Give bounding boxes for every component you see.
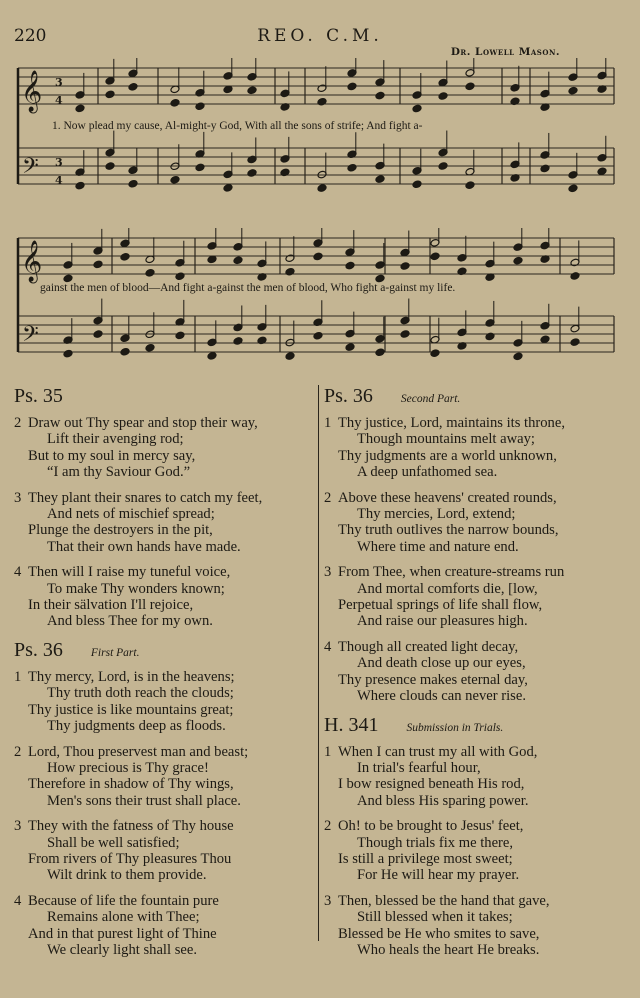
verse xyxy=(324,893,629,959)
verse-line xyxy=(324,909,629,925)
verse-text: Therefore in shadow of Thy wings, xyxy=(28,776,234,793)
note-head xyxy=(375,175,385,184)
verse xyxy=(324,564,629,630)
verse-text: But to my soul in mercy say, xyxy=(28,447,196,464)
verse-text: And death close up our eyes, xyxy=(357,655,526,672)
hymn-section xyxy=(324,385,629,705)
verse xyxy=(324,818,629,884)
verse-text: And bless His sparing power. xyxy=(357,792,529,809)
note-head xyxy=(170,176,180,185)
verse-text: From rivers of Thy pleasures Thou xyxy=(28,850,232,867)
hymn-title: Ps. 35 xyxy=(14,385,63,407)
verse-text: And mortal comforts die, [low, xyxy=(357,580,538,597)
verse-line xyxy=(324,522,629,538)
note-head xyxy=(347,163,357,172)
verse-line xyxy=(324,464,629,480)
note-head xyxy=(430,349,440,358)
hymn-section xyxy=(14,385,319,630)
verse-text: Thy justice is like mountains great; xyxy=(28,701,234,718)
note-head xyxy=(540,335,550,344)
verse-line xyxy=(14,835,319,851)
verse-text: Then, blessed be the hand that gave, xyxy=(338,892,550,909)
verse-number: 2 xyxy=(324,489,332,506)
verse-text: Thy mercies, Lord, extend; xyxy=(357,506,516,523)
note-head xyxy=(170,99,180,108)
note-head xyxy=(207,352,217,361)
note-head xyxy=(438,162,448,171)
note-head xyxy=(233,337,243,346)
verse-line xyxy=(14,539,319,555)
right-column xyxy=(324,385,629,967)
verse-line xyxy=(14,942,319,958)
note-head xyxy=(345,261,355,270)
note-head xyxy=(597,167,607,176)
verse-number: 4 xyxy=(324,638,332,655)
verse-line xyxy=(14,851,319,867)
note-head xyxy=(128,83,138,92)
verse xyxy=(324,639,629,705)
verse-line xyxy=(324,776,629,792)
composer-credit: Dr. Lowell Mason. xyxy=(450,46,560,58)
verse-line xyxy=(14,415,319,431)
verse-line xyxy=(324,490,629,506)
verse-number: 2 xyxy=(14,743,22,760)
hymn-part: Submission in Trials. xyxy=(406,721,504,734)
note-head xyxy=(400,262,410,271)
verse-line xyxy=(14,581,319,597)
note-head xyxy=(195,102,205,111)
verse-line xyxy=(324,942,629,958)
verse-line xyxy=(14,490,319,506)
hymn-heading xyxy=(324,714,629,744)
note-head xyxy=(568,86,578,95)
page-header xyxy=(0,26,640,58)
verse-text: Remains alone with Thee; xyxy=(47,909,200,926)
verse-text: To make Thy wonders known; xyxy=(47,580,225,597)
verse-text: We clearly light shall see. xyxy=(47,941,197,958)
hymn-section xyxy=(324,714,629,959)
verse-line xyxy=(324,926,629,942)
verse-number: 2 xyxy=(14,415,22,431)
verse-line xyxy=(324,672,629,688)
note-head xyxy=(317,184,327,193)
note-head xyxy=(247,169,257,178)
verse-line xyxy=(14,893,319,909)
verse-line xyxy=(324,613,629,629)
verse-line xyxy=(14,744,319,760)
time-signature: 3 xyxy=(55,156,63,169)
verse-text: Though all created light decay, xyxy=(338,638,519,655)
verse-line xyxy=(14,597,319,613)
verse-number: 1 xyxy=(324,415,332,431)
note-head xyxy=(485,332,495,341)
hymn-title: Ps. 36 xyxy=(14,638,63,661)
note-head xyxy=(195,163,205,172)
note-head xyxy=(438,92,448,101)
tune-name: REO. C.M. xyxy=(257,26,383,46)
note-head xyxy=(120,253,130,262)
verse xyxy=(324,415,629,481)
hymn-part: Second Part. xyxy=(400,393,461,405)
verse-text: Men's sons their trust shall place. xyxy=(47,792,241,809)
note-head xyxy=(175,331,185,340)
note-head xyxy=(430,252,440,261)
verse-line xyxy=(324,867,629,883)
verse-line xyxy=(324,448,629,464)
verse-text: Though trials fix me there, xyxy=(357,834,514,851)
verse-line xyxy=(324,506,629,522)
treble-clef-icon: 𝄞 xyxy=(21,71,43,112)
verse-line xyxy=(14,448,319,464)
verse-number: 1 xyxy=(324,743,332,760)
note-head xyxy=(247,86,257,95)
note-head xyxy=(465,82,475,91)
hymn-section xyxy=(14,639,319,959)
verse-text: Draw out Thy spear and stop their way, xyxy=(28,415,258,431)
verse-line xyxy=(324,744,629,760)
note-head xyxy=(400,330,410,339)
verse-line xyxy=(324,597,629,613)
note-head xyxy=(570,338,580,347)
verse-text: Perpetual springs of life shall flow, xyxy=(338,597,543,614)
verse-line xyxy=(324,688,629,704)
hymn-part: First Part. xyxy=(90,646,140,659)
verse-line xyxy=(324,539,629,555)
verse-text: “I am thy Saviour God.” xyxy=(47,464,191,481)
verse-text: From Thee, when creature-streams run xyxy=(338,564,565,581)
verse-line xyxy=(14,464,319,480)
note-head xyxy=(223,184,233,193)
note-head xyxy=(568,184,578,193)
verse-text: Above these heavens' created rounds, xyxy=(338,489,557,506)
treble-clef-icon: 𝄞 xyxy=(21,241,43,282)
verse-line xyxy=(324,793,629,809)
note-head xyxy=(75,104,85,113)
verse-line xyxy=(14,506,319,522)
verse-text: Though mountains melt away; xyxy=(357,431,535,448)
verse-line xyxy=(14,760,319,776)
verse-number: 4 xyxy=(14,564,22,581)
note-head xyxy=(105,162,115,171)
note-head xyxy=(465,181,475,190)
verse-text: Blessed be He who smites to save, xyxy=(338,925,540,942)
verse-text: And in that purest light of Thine xyxy=(28,925,217,942)
verse-line xyxy=(14,926,319,942)
note-head xyxy=(317,97,327,106)
verse-line xyxy=(324,415,629,431)
note-head xyxy=(145,344,155,353)
verse-text: Still blessed when it takes; xyxy=(357,909,513,926)
verse xyxy=(14,893,319,959)
verse-line xyxy=(14,718,319,734)
verse-text: Because of life the fountain pure xyxy=(28,892,219,909)
verse-text: How precious is Thy grace! xyxy=(47,759,209,776)
hymn-heading xyxy=(324,385,629,415)
note-head xyxy=(540,164,550,173)
verse-line xyxy=(14,909,319,925)
music-system-1 xyxy=(0,58,640,193)
verse-line xyxy=(324,851,629,867)
verse-text: They with the fatness of Thy house xyxy=(28,818,234,835)
verse-number: 3 xyxy=(324,564,332,581)
verse-line xyxy=(324,760,629,776)
verse-text: Then will I raise my tuneful voice, xyxy=(28,564,231,581)
verse-line xyxy=(324,431,629,447)
verse-text: Thy justice, Lord, maintains its throne, xyxy=(338,415,565,431)
note-head xyxy=(412,104,422,113)
note-head xyxy=(570,272,580,281)
verse-line xyxy=(14,613,319,629)
hymn-title: H. 341 xyxy=(324,713,379,736)
verse-number: 4 xyxy=(14,892,22,909)
verse-number: 3 xyxy=(14,489,22,506)
note-head xyxy=(63,349,73,358)
verse-text: Who heals the heart He breaks. xyxy=(357,941,540,958)
hymn-heading xyxy=(14,639,319,669)
note-head xyxy=(105,90,115,99)
verse xyxy=(14,564,319,630)
time-signature: 4 xyxy=(55,174,63,187)
verse-text: Plunge the destroyers in the pit, xyxy=(28,522,213,539)
verse xyxy=(14,744,319,810)
verse-text: Thy judgments deep as floods. xyxy=(47,718,226,735)
verse-text: When I can trust my all with God, xyxy=(338,743,538,760)
verse xyxy=(14,490,319,556)
verse xyxy=(14,415,319,481)
music-system-2 xyxy=(0,228,640,368)
note-head xyxy=(375,91,385,100)
verse-text: That their own hands have made. xyxy=(47,538,241,555)
verse-number: 3 xyxy=(324,892,332,909)
lyrics-line-2: gainst the men of blood—And fight a-gainst the men of blood, Who fight a-gainst my life. xyxy=(40,282,456,294)
verse-line xyxy=(14,776,319,792)
note-head xyxy=(93,330,103,339)
verse xyxy=(324,744,629,810)
lyrics-line-1: 1. Now plead my cause, Al-might-y God, With all the sons of strife; And fight a- xyxy=(52,120,423,132)
note-head xyxy=(285,267,295,276)
verse-text: Where clouds can never rise. xyxy=(357,688,526,705)
note-head xyxy=(93,260,103,269)
verse-text: Lord, Thou preservest man and beast; xyxy=(28,743,249,760)
verse-text: Wilt drink to them provide. xyxy=(47,867,207,884)
verse-line xyxy=(14,685,319,701)
verse-line xyxy=(14,702,319,718)
verse-text: Thy presence makes eternal day, xyxy=(338,671,528,688)
verse-number: 2 xyxy=(324,818,332,835)
verse-text: For He will hear my prayer. xyxy=(357,867,520,884)
note-head xyxy=(128,180,138,189)
verse-text: In trial's fearful hour, xyxy=(357,759,481,776)
verse-text: A deep unfathomed sea. xyxy=(357,464,498,481)
verse-line xyxy=(14,564,319,580)
note-head xyxy=(412,180,422,189)
verse-text: Is still a privilege most sweet; xyxy=(338,850,513,867)
note-head xyxy=(75,181,85,190)
verse-line xyxy=(14,867,319,883)
music-staves-2 xyxy=(0,228,640,368)
verse-line xyxy=(324,818,629,834)
verse-text: They plant their snares to catch my feet, xyxy=(28,489,263,506)
time-signature: 4 xyxy=(55,94,63,107)
note-head xyxy=(347,82,357,91)
note-head xyxy=(145,269,155,278)
left-column xyxy=(14,385,319,967)
note-head xyxy=(175,272,185,281)
verse-text: Thy mercy, Lord, is in the heavens; xyxy=(28,668,235,685)
verse-number: 1 xyxy=(14,668,22,685)
verse xyxy=(14,669,319,735)
time-signature: 3 xyxy=(55,76,63,89)
verse-line xyxy=(324,893,629,909)
verse-text: Where time and nature end. xyxy=(357,538,519,555)
note-head xyxy=(513,352,523,361)
verse-text: And raise our pleasures high. xyxy=(357,613,528,630)
verse-text: Thy truth doth reach the clouds; xyxy=(47,685,234,702)
verse-text: In their sälvation I'll rejoice, xyxy=(28,597,194,614)
page-number: 220 xyxy=(14,26,47,46)
verse-text: Thy judgments are a world unknown, xyxy=(338,447,557,464)
verse-text: Oh! to be brought to Jesus' feet, xyxy=(338,818,524,835)
verse-line xyxy=(14,669,319,685)
verse-line xyxy=(324,655,629,671)
verse xyxy=(14,818,319,884)
note-head xyxy=(313,331,323,340)
note-head xyxy=(375,348,385,357)
verse-text: I bow resigned beneath His rod, xyxy=(338,776,525,793)
note-head xyxy=(285,352,295,361)
hymn-heading xyxy=(14,385,319,415)
verse-line xyxy=(324,639,629,655)
verse-line xyxy=(14,793,319,809)
verse-text: And nets of mischief spread; xyxy=(47,506,215,523)
verse-line xyxy=(324,564,629,580)
verse-line xyxy=(324,835,629,851)
bass-clef-icon: 𝄢 xyxy=(22,322,39,352)
verse-text: Shall be well satisfied; xyxy=(47,834,180,851)
verse-number: 3 xyxy=(14,818,22,835)
verse-line xyxy=(324,581,629,597)
note-head xyxy=(120,348,130,357)
verse-line xyxy=(14,431,319,447)
verse-text: Lift their avenging rod; xyxy=(47,431,184,448)
verse-line xyxy=(14,522,319,538)
note-head xyxy=(345,343,355,352)
hymn-title: Ps. 36 xyxy=(324,385,373,407)
note-head xyxy=(313,252,323,261)
note-head xyxy=(233,256,243,265)
bass-clef-icon: 𝄢 xyxy=(22,154,39,184)
verse xyxy=(324,490,629,556)
verse-text: And bless Thee for my own. xyxy=(47,613,213,630)
verse-line xyxy=(14,818,319,834)
verse-text: Thy truth outlives the narrow bounds, xyxy=(338,522,559,539)
note-head xyxy=(513,256,523,265)
